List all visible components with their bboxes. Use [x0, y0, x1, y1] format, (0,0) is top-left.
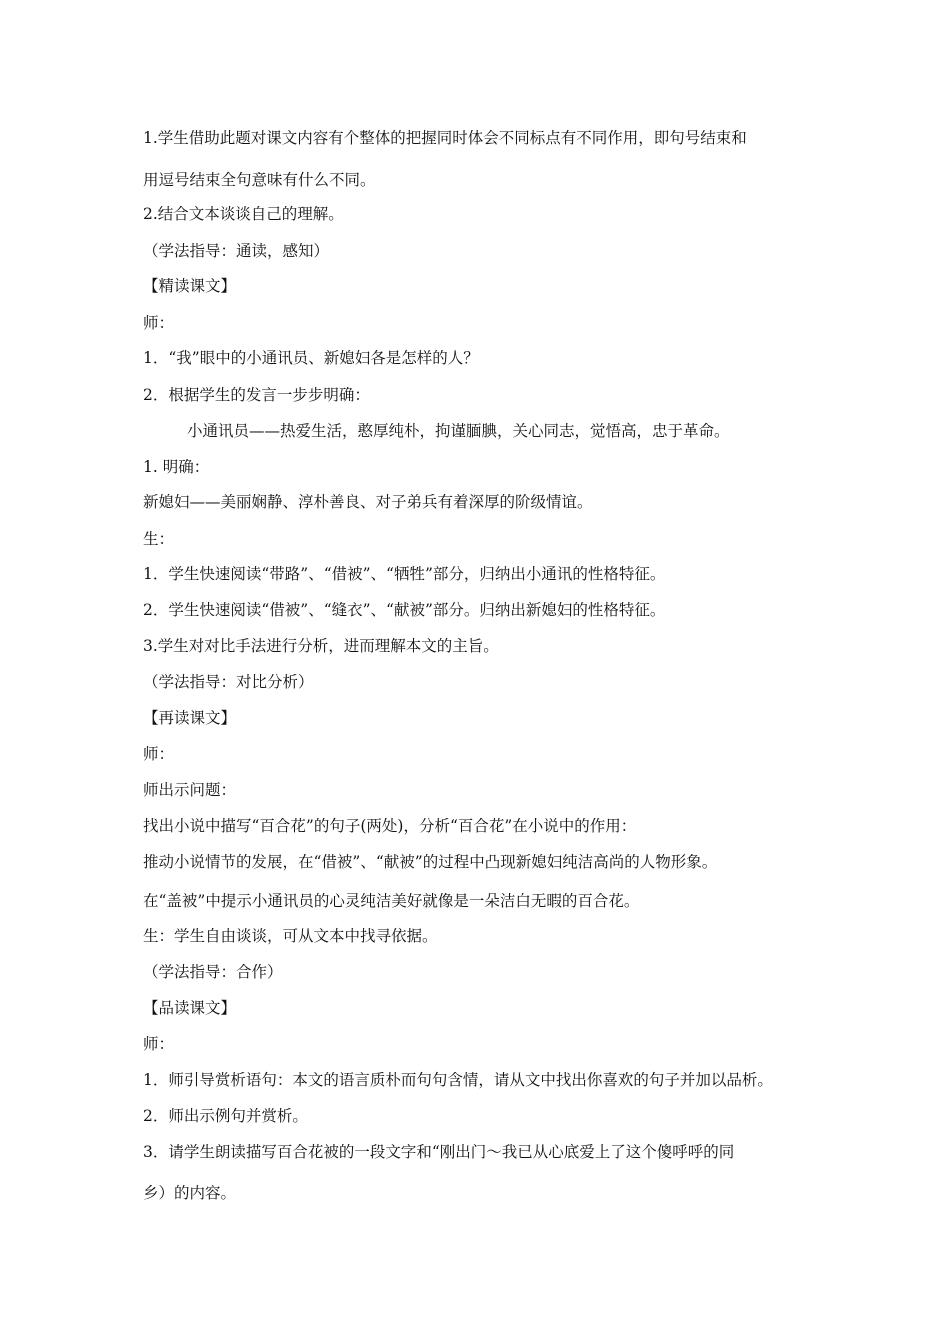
text-line: 生： — [143, 530, 175, 548]
text-line: 找出小说中描写“百合花”的句子(两处)，分析“百合花”在小说中的作用： — [143, 817, 637, 835]
text-line: 乡）的内容。 — [143, 1184, 237, 1202]
text-line: 师： — [143, 314, 175, 332]
text-line: （学法指导：合作） — [143, 963, 283, 981]
text-line: 1. 明确： — [143, 458, 210, 476]
text-line: 在“盖被”中提示小通讯员的心灵纯洁美好就像是一朵洁白无暇的百合花。 — [143, 892, 640, 910]
text-line: 2．根据学生的发言一步步明确： — [143, 386, 370, 404]
text-line: 师： — [143, 745, 175, 763]
text-line: 1．“我”眼中的小通讯员、新媳妇各是怎样的人？ — [143, 349, 479, 367]
text-line: 师： — [143, 1035, 175, 1053]
text-line: 2．学生快速阅读“借被”、“缝衣”、“献被”部分。归纳出新媳妇的性格特征。 — [143, 601, 666, 619]
text-line: 小通讯员——热爱生活，憨厚纯朴，拘谨腼腆，关心同志，觉悟高，忠于革命。 — [187, 422, 730, 440]
text-line: 生：学生自由谈谈，可从文本中找寻依据。 — [143, 927, 438, 945]
section-heading: 【品读课文】 — [143, 999, 237, 1017]
text-line: 1.学生借助此题对课文内容有个整体的把握同时体会不同标点有不同作用，即句号结束和 — [143, 129, 747, 147]
text-line: 3.学生对对比手法进行分析，进而理解本文的主旨。 — [143, 637, 499, 655]
text-line: 用逗号结束全句意味有什么不同。 — [143, 171, 376, 189]
text-line: 2．师出示例句并赏析。 — [143, 1107, 308, 1125]
text-line: 师出示问题： — [143, 781, 237, 799]
text-line: （学法指导：通读，感知） — [143, 242, 330, 260]
text-line: 2.结合文本谈谈自己的理解。 — [143, 205, 344, 223]
section-heading: 【再读课文】 — [143, 709, 237, 727]
text-line: 新媳妇——美丽娴静、淳朴善良、对子弟兵有着深厚的阶级情谊。 — [143, 493, 593, 511]
text-line: 3．请学生朗读描写百合花被的一段文字和“刚出门～我已从心底爱上了这个傻呼呼的同 — [143, 1143, 735, 1161]
text-line: 1．师引导赏析语句：本文的语言质朴而句句含情，请从文中找出你喜欢的句子并加以品析。 — [143, 1071, 773, 1089]
text-line: 1．学生快速阅读“带路”、“借被”、“牺牲”部分，归纳出小通讯的性格特征。 — [143, 565, 666, 583]
text-line: 推动小说情节的发展，在“借被”、“献被”的过程中凸现新媳妇纯洁高尚的人物形象。 — [143, 853, 718, 871]
text-line: （学法指导：对比分析） — [143, 673, 314, 691]
section-heading: 【精读课文】 — [143, 277, 237, 295]
